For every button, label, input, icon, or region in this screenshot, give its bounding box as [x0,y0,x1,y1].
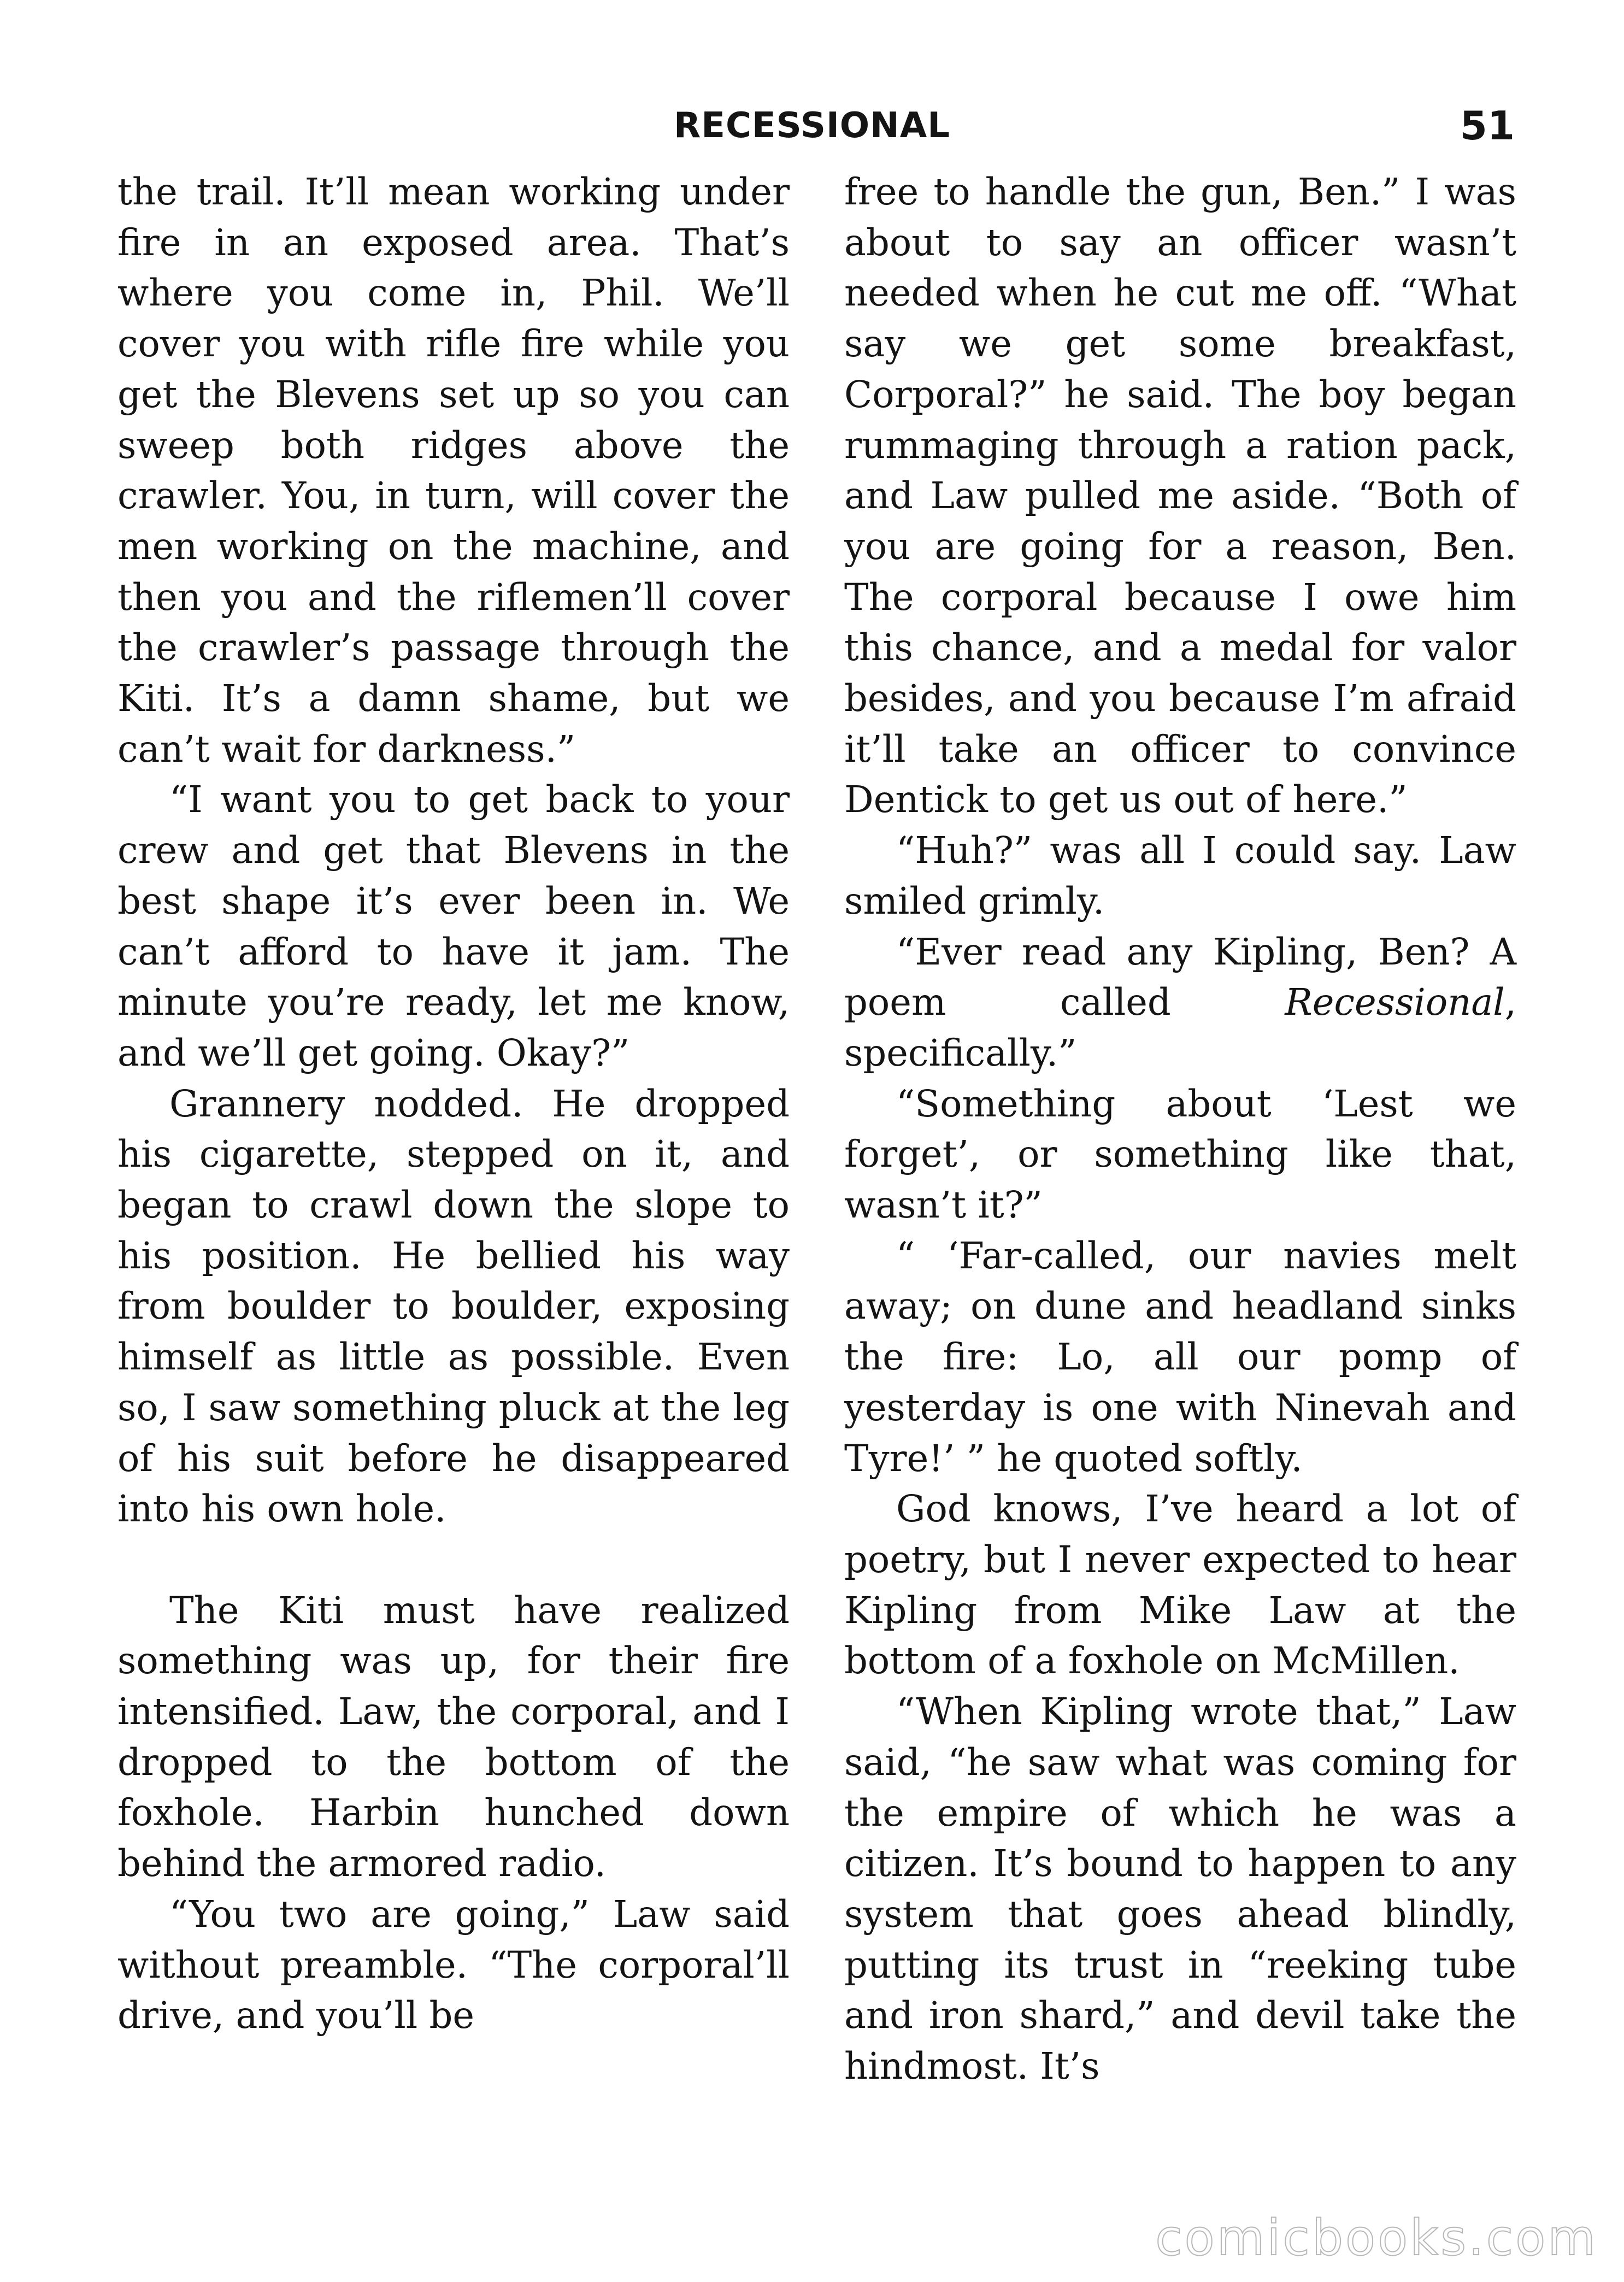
paragraph: “I want you to get back to your crew and get that Blevens in the best shape it’s ever been in. We can’t afford to have it jam. The minute you’re ready, let me know, and we’ll get going. Okay?” [117,778,790,1074]
right-column [844,167,1516,2092]
watermark: comicbooks.com [1155,2209,1598,2267]
section-break [117,1534,790,1585]
page-number: 51 [1460,103,1515,149]
paragraph: The Kiti must have realized something was up, for their fire intensified. Law, the corporal, and I dropped to the bottom of the foxhole. Harbin hunched down behind the armored radio. [117,1589,790,1885]
paragraph-text: , specifically.” [844,981,1516,1074]
paragraph: “Something about ‘Lest we forget’, or something like that, wasn’t it?” [844,1082,1516,1227]
paragraph: God knows, I’ve heard a lot of poetry, but I never expected to hear Kipling from Mike Law at the bottom of a foxhole on McMillen. [844,1487,1516,1683]
paragraph: free to handle the gun, Ben.” I was about to say an officer wasn’t needed when he cut me off. “What say we get some breakfast, Corporal?” he said. The boy began rummaging through a ration pack, and Law pulled me aside. “Both of you are going for a reason, Ben. The corporal because I owe him this chance, and a medal for valor besides, and you because I’m afraid it’ll take an officer to convince Dentick to get us out of here.” [844,170,1516,821]
paragraph: “When Kipling wrote that,” Law said, “he saw what was coming for the empire of which he was a citizen. It’s bound to happen to any system that goes ahead blindly, putting its trust in “reeking tube and iron shard,” and devil take the hindmost. It’s [844,1690,1516,2088]
paragraph [844,927,1516,1079]
paragraph: “You two are going,” Law said without preamble. “The corporal’ll drive, and you’ll be [117,1892,790,2037]
poem-title: Recessional [1285,981,1505,1024]
paragraph: the trail. It’ll mean working under fire in an exposed area. That’s where you come in, Phil. We’ll cover you with rifle fire while you get the Blevens set up so you can sweep both ridges above the crawler. You, in turn, will cover the men working on the machine, and then you and the riflemen’ll cover the crawler’s passage through the Kiti. It’s a damn shame, but we can’t wait for darkness.” [117,170,790,771]
paragraph: “Huh?” was all I could say. Law smiled grimly. [844,829,1516,922]
left-column [117,167,790,2041]
page-header [0,93,1624,158]
paragraph: “ ‘Far-called, our navies melt away; on dune and headland sinks the fire: Lo, all our pomp of yesterday is one with Ninevah and Tyre!’ ” he quoted softly. [844,1234,1516,1480]
paragraph: Grannery nodded. He dropped his cigarette, stepped on it, and began to crawl down the slope to his position. He bellied his way from boulder to boulder, exposing himself as little as possible. Even so, I saw something pluck at the leg of his suit before he disappeared into his own hole. [117,1082,790,1531]
paragraph-text: “Ever read any Kipling, Ben? A poem called [844,930,1516,1024]
running-title: RECESSIONAL [673,105,951,146]
